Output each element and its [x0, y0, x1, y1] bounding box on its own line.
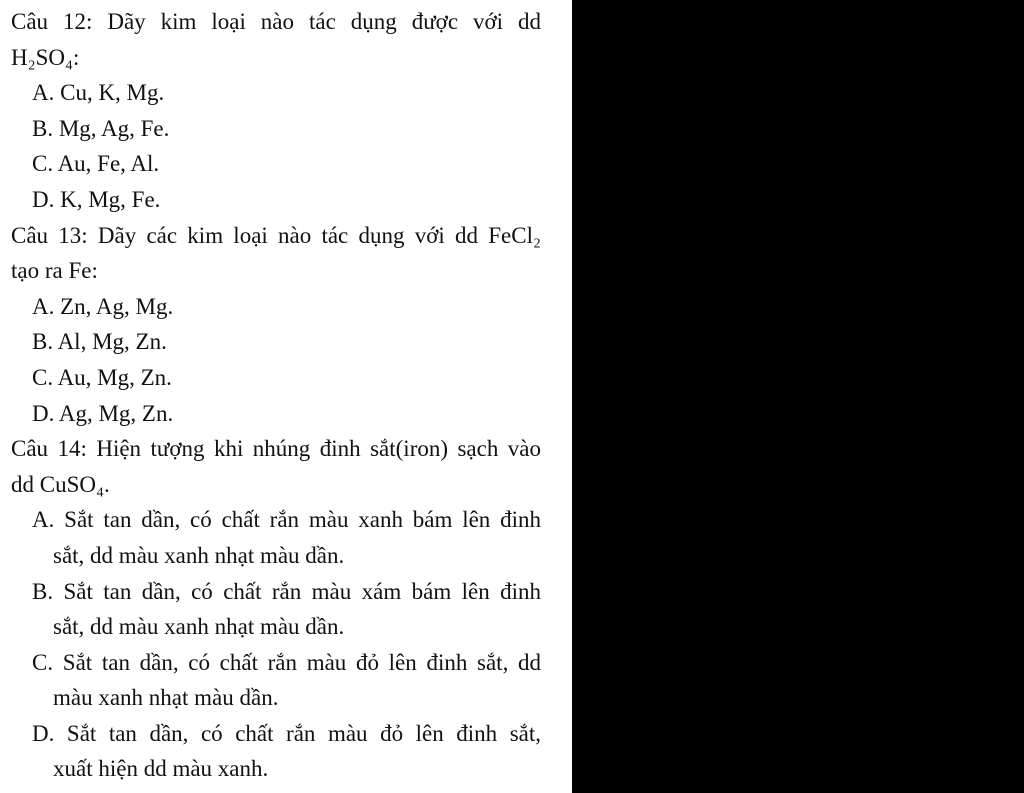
question-14-option-b-line-1: B. Sắt tan dần, có chất rắn màu xám bám lên đinh [32, 578, 541, 604]
question-12-option-c: C. Au, Fe, Al. [32, 151, 160, 177]
question-12-option-a: A. Cu, K, Mg. [32, 80, 165, 106]
question-12-option-b: B. Mg, Ag, Fe. [32, 115, 170, 141]
question-13-text-line-2: tạo ra Fe: [11, 258, 98, 284]
black-panel [572, 0, 1024, 793]
question-13-option-c: C. Au, Mg, Zn. [32, 364, 172, 390]
question-14-option-b-line-2: sắt, dd màu xanh nhạt màu dần. [53, 614, 345, 640]
question-12 [11, 4, 541, 218]
question-13 [11, 218, 541, 432]
question-14-option-c-line-2: màu xanh nhạt màu dần. [53, 685, 279, 711]
question-12-text-line-2: H₂SO₄: [11, 44, 80, 70]
question-13-option-b: B. Al, Mg, Zn. [32, 329, 167, 355]
question-13-option-d: D. Ag, Mg, Zn. [32, 400, 174, 426]
question-13-option-a: A. Zn, Ag, Mg. [32, 293, 174, 319]
question-14-option-a-line-2: sắt, dd màu xanh nhạt màu dần. [53, 542, 345, 568]
question-14-option-c-line-1: C. Sắt tan dần, có chất rắn màu đỏ lên đinh sắt, dd [32, 649, 541, 675]
question-14-text-line-2: dd CuSO₄. [11, 471, 110, 497]
question-12-option-d: D. K, Mg, Fe. [32, 186, 161, 212]
question-14-option-a-line-1: A. Sắt tan dần, có chất rắn màu xanh bám lên đinh [32, 507, 541, 533]
question-list [11, 4, 541, 787]
question-13-text-line-1: Câu 13: Dãy các kim loại nào tác dụng với dd FeCl₂ [11, 222, 541, 248]
question-14 [11, 431, 541, 787]
question-12-text-line-1: Câu 12: Dãy kim loại nào tác dụng được với dd [11, 9, 541, 34]
question-14-text-line-1: Câu 14: Hiện tượng khi nhúng đinh sắt(iron) sạch vào [11, 436, 541, 462]
question-14-option-d-line-2: xuất hiện dd màu xanh. [53, 756, 269, 782]
question-14-option-d-line-1: D. Sắt tan dần, có chất rắn màu đỏ lên đinh sắt, [32, 720, 541, 746]
